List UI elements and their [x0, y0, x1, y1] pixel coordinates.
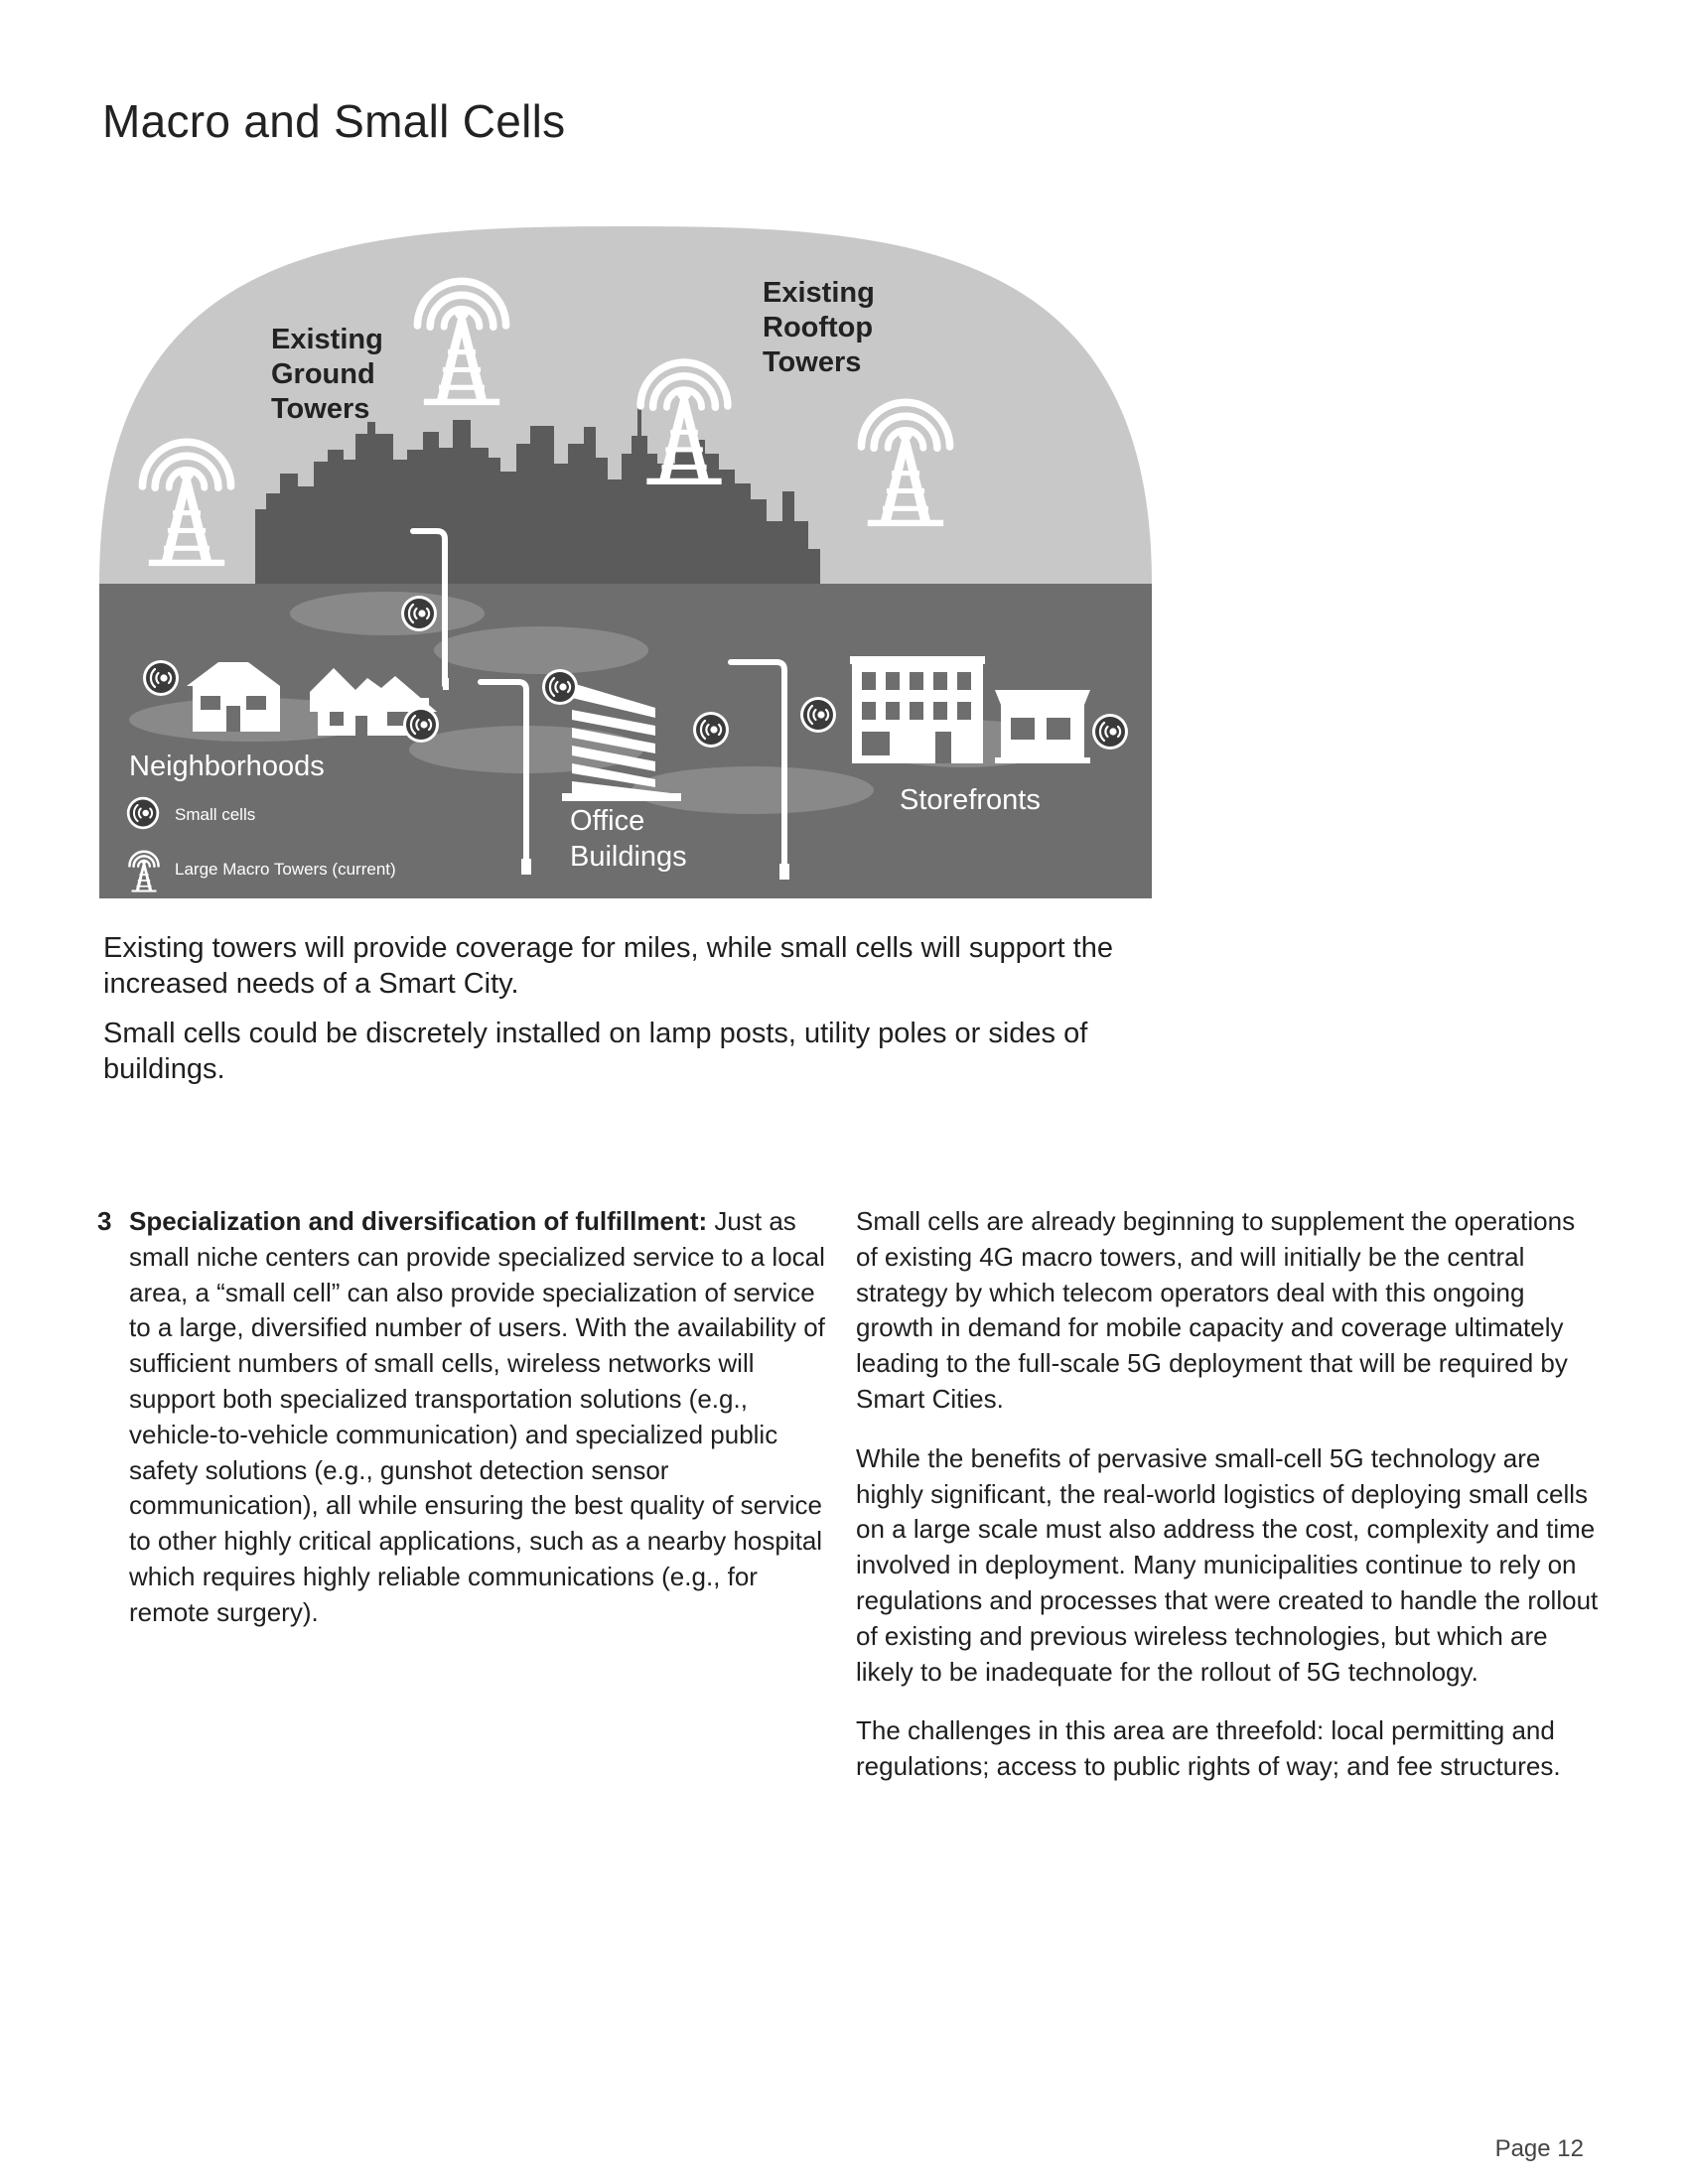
neighborhoods-label: Neighborhoods — [129, 751, 325, 782]
item-heading: Specialization and diversification of fulfillment: — [129, 1206, 708, 1236]
small-cell-icon — [401, 596, 437, 631]
small-cell-icon — [693, 712, 729, 748]
macro-small-cells-illustration — [99, 223, 1152, 898]
page-title: Macro and Small Cells — [102, 95, 566, 147]
figure-caption-installation: Small cells could be discretely installed on lamp posts, utility poles or sides of buildings. — [103, 1018, 1088, 1085]
paragraph: While the benefits of pervasive small-cell 5G technology are highly significant, the real-world logistics of deploying small cells on a large scale must also address the cost, complexity and time involved in deployment. Many municipalities continue to rely on regulations and processes that were created to handle the rollout of existing and previous wireless technologies, but which are likely to be inadequate for the rollout of 5G technology. — [856, 1442, 1599, 1687]
right-column — [856, 1204, 1603, 1809]
item-number: 3 — [97, 1206, 112, 1236]
left-column — [97, 1204, 832, 1631]
rooftop-towers-label: Existing Rooftop Towers — [763, 277, 875, 378]
ground-towers-label: Existing Ground Towers — [271, 324, 383, 425]
item-body-text: Just as small niche centers can provide specialized service to a local area, a “small cell” can also provide specialization of service to a large, diversified number of users. With the availability of sufficient numbers of small cells, wireless networks will support both specialized transportation solutions (e.g., vehicle-to-vehicle communication) and specialized public safety solutions (e.g., gunshot detection sensor communication), all while ensuring the best quality of service to other highly critical applications, such as a nearby hospital which requires highly reliable communications (e.g., for remote surgery). — [129, 1206, 825, 1627]
small-cell-icon — [800, 697, 836, 733]
paragraph: Small cells are already beginning to supplement the operations of existing 4G macro towers, and will initially be the central strategy by which telecom operators deal with this ongoing growth in demand for mobile capacity and coverage ultimately leading to the full-scale 5G deployment that will be required by Smart Cities. — [856, 1206, 1576, 1414]
small-cell-icon — [143, 660, 179, 696]
small-cell-icon — [403, 707, 439, 743]
storefronts-label: Storefronts — [900, 784, 1041, 816]
small-cell-icon — [542, 669, 578, 705]
numbered-item — [97, 1204, 832, 1631]
figure-caption-coverage: Existing towers will provide coverage for miles, while small cells will support the increased needs of a Smart City. — [103, 932, 1113, 1000]
paragraph: The challenges in this area are threefold: local permitting and regulations; access to public rights of way; and fee structures. — [856, 1715, 1561, 1782]
legend-small-cell-icon — [127, 797, 159, 829]
page-number: Page 12 — [1494, 2135, 1584, 2162]
legend-macro-towers-label: Large Macro Towers (current) — [175, 860, 396, 879]
office-buildings-label: Office Buildings — [570, 805, 687, 873]
small-cell-icon — [1092, 714, 1128, 750]
legend-small-cells-label: Small cells — [175, 805, 256, 824]
